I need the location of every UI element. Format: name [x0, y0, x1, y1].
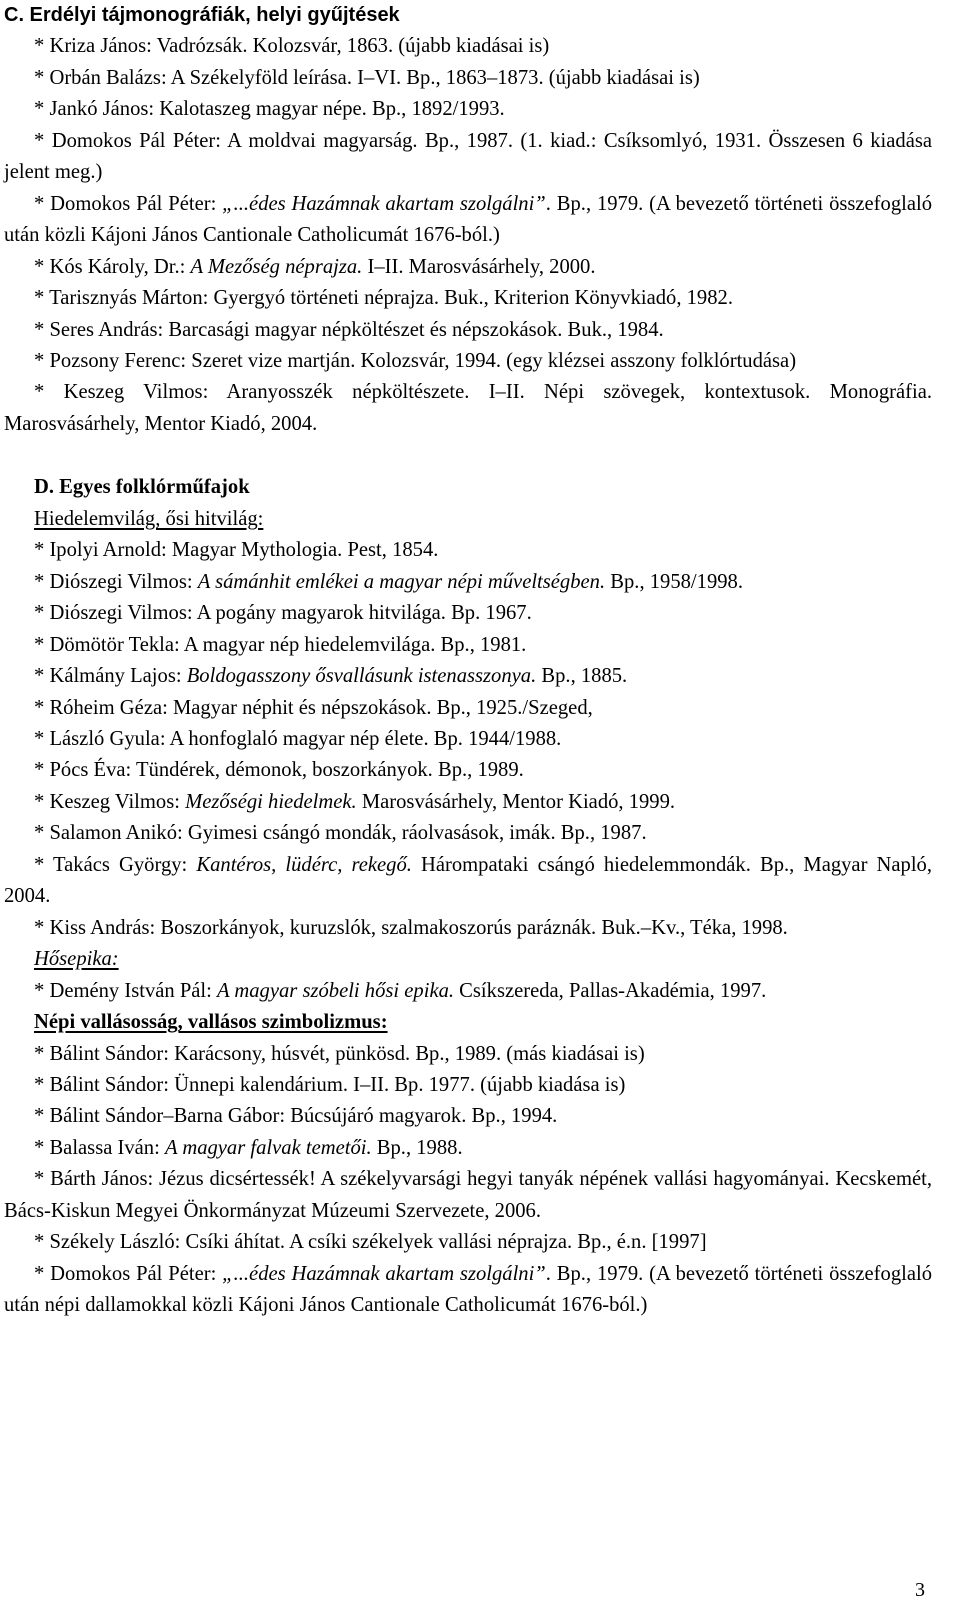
bib-details: Marosvásárhely, Mentor Kiadó, 1999.	[356, 790, 676, 813]
bib-entry	[4, 189, 932, 252]
bib-entry: * Domokos Pál Péter: A moldvai magyarság. Bp., 1987. (1. kiad.: Csíksomlyó, 1931. Összesen 6 kiadása jelent meg.)	[4, 129, 932, 184]
bib-details: Hárompataki csángó hiedelemmondák. Bp., Magyar Napló, 2004.	[4, 853, 933, 908]
bib-author: * Kós Károly, Dr.:	[34, 255, 191, 278]
bib-entry	[4, 567, 932, 598]
bib-details: Bp., 1958/1998.	[605, 570, 743, 593]
section-d-title: D. Egyes folklórműfajok	[34, 476, 250, 499]
bib-details: . Bp., 1979. (A bevezető történeti összefoglaló után közli Kájoni János Cantionale Catholicumát 1676-ból.)	[4, 192, 933, 247]
bib-author: * Diószegi Vilmos:	[34, 570, 198, 593]
subsection-heading: Hiedelemvilág, ősi hitvilág:	[34, 507, 264, 530]
bib-title: A magyar szóbeli hősi epika.	[217, 979, 455, 1002]
bib-entry: * Róheim Géza: Magyar néphit és népszokások. Bp., 1925./Szeged,	[34, 696, 593, 719]
bib-entry	[4, 976, 932, 1007]
bib-author: * Demény István Pál:	[34, 979, 218, 1002]
bib-author: * Keszeg Vilmos:	[34, 790, 186, 813]
bib-entry: * László Gyula: A honfoglaló magyar nép élete. Bp. 1944/1988.	[34, 727, 562, 750]
bib-entry: * Kriza János: Vadrózsák. Kolozsvár, 1863. (újabb kiadásai is)	[34, 35, 550, 58]
bib-entry: * Seres András: Barcasági magyar népköltészet és népszokások. Buk., 1984.	[34, 318, 664, 341]
bib-entry: * Bálint Sándor: Karácsony, húsvét, pünkösd. Bp., 1989. (más kiadásai is)	[34, 1042, 645, 1065]
bib-author: * Balassa Iván:	[34, 1136, 165, 1159]
bib-title: A Mezőség néprajza.	[190, 255, 363, 278]
bib-details: I–II. Marosvásárhely, 2000.	[362, 255, 596, 278]
bib-entry: * Salamon Anikó: Gyimesi csángó mondák, ráolvasások, imák. Bp., 1987.	[34, 822, 647, 845]
subsection-heading	[4, 944, 932, 975]
bib-entry	[4, 1259, 932, 1322]
bib-title: A magyar falvak temetői.	[164, 1136, 372, 1159]
bib-title: „...édes Hazámnak akartam szolgálni”	[222, 1262, 546, 1285]
bib-entry: * Székely László: Csíki áhítat. A csíki székelyek vallási néprajza. Bp., é.n. [1997]	[34, 1231, 707, 1254]
bib-entry	[4, 787, 932, 818]
document-page	[4, 0, 932, 1322]
bib-entry: * Pócs Éva: Tündérek, démonok, boszorkányok. Bp., 1989.	[34, 759, 524, 782]
subsection-heading-text: Hősepika:	[34, 948, 119, 971]
bib-title: Boldogasszony ősvallásunk istenasszonya.	[186, 665, 537, 688]
bib-details: Csíkszereda, Pallas-Akadémia, 1997.	[454, 979, 767, 1002]
bib-title: A sámánhit emlékei a magyar népi műveltségben.	[197, 570, 606, 593]
section-c-title: C. Erdélyi tájmonográfiák, helyi gyűjtések	[4, 4, 400, 26]
subsection-heading: Népi vallásosság, vallásos szimbolizmus:	[34, 1011, 388, 1034]
bib-entry: * Diószegi Vilmos: A pogány magyarok hitvilága. Bp. 1967.	[34, 602, 532, 625]
bib-author: * Takács György:	[34, 853, 197, 876]
bib-author: * Domokos Pál Péter:	[34, 192, 223, 215]
bib-entry: * Kiss András: Boszorkányok, kuruzslók, szalmakoszorús paráznák. Buk.–Kv., Téka, 1998.	[34, 916, 788, 939]
bib-entry: * Bálint Sándor–Barna Gábor: Búcsújáró magyarok. Bp., 1994.	[34, 1105, 558, 1128]
bib-entry: * Keszeg Vilmos: Aranyosszék népköltészete. I–II. Népi szövegek, kontextusok. Monográfia. Marosvásárhely, Mentor Kiadó, 2004.	[4, 381, 932, 435]
bib-entry	[4, 1133, 932, 1164]
bib-entry: * Dömötör Tekla: A magyar nép hiedelemvilága. Bp., 1981.	[34, 633, 527, 656]
bib-title: Kantéros, lüdérc, rekegő.	[196, 853, 412, 876]
section-gap	[4, 440, 932, 472]
bib-entry: * Jankó János: Kalotaszeg magyar népe. Bp., 1892/1993.	[34, 98, 505, 121]
bib-entry: * Orbán Balázs: A Székelyföld leírása. I–VI. Bp., 1863–1873. (újabb kiadásai is)	[34, 66, 700, 89]
bib-entry: * Tarisznyás Márton: Gyergyó történeti néprajza. Buk., Kriterion Könyvkiadó, 1982.	[34, 287, 733, 310]
bib-entry	[4, 661, 932, 692]
bib-entry: * Ipolyi Arnold: Magyar Mythologia. Pest, 1854.	[34, 539, 439, 562]
bib-author: * Domokos Pál Péter:	[34, 1262, 223, 1285]
page-number: 3	[915, 1579, 925, 1601]
bib-entry: * Bálint Sándor: Ünnepi kalendárium. I–II. Bp. 1977. (újabb kiadása is)	[34, 1073, 626, 1096]
bib-entry: * Pozsony Ferenc: Szeret vize martján. Kolozsvár, 1994. (egy klézsei asszony folklórtudása)	[34, 349, 797, 372]
bib-details: Bp., 1885.	[536, 665, 628, 688]
bib-title: „...édes Hazámnak akartam szolgálni”	[222, 192, 546, 215]
bib-title: Mezőségi hiedelmek.	[185, 790, 357, 813]
bib-entry	[4, 252, 932, 283]
bib-entry: * Bárth János: Jézus dicsértessék! A székelyvarsági hegyi tanyák népének vallási hagyományai. Kecskemét, Bács-Kiskun Megyei Önkormányzat Múzeumi Szervezete, 2006.	[4, 1168, 932, 1222]
bib-entry	[4, 850, 932, 913]
bib-author: * Kálmány Lajos:	[34, 665, 187, 688]
bib-details: . Bp., 1979. (A bevezető történeti összefoglaló után népi dallamokkal közli Kájoni János Cantionale Catholicumát 1676-ból.)	[4, 1262, 933, 1317]
bib-details: Bp., 1988.	[371, 1136, 463, 1159]
